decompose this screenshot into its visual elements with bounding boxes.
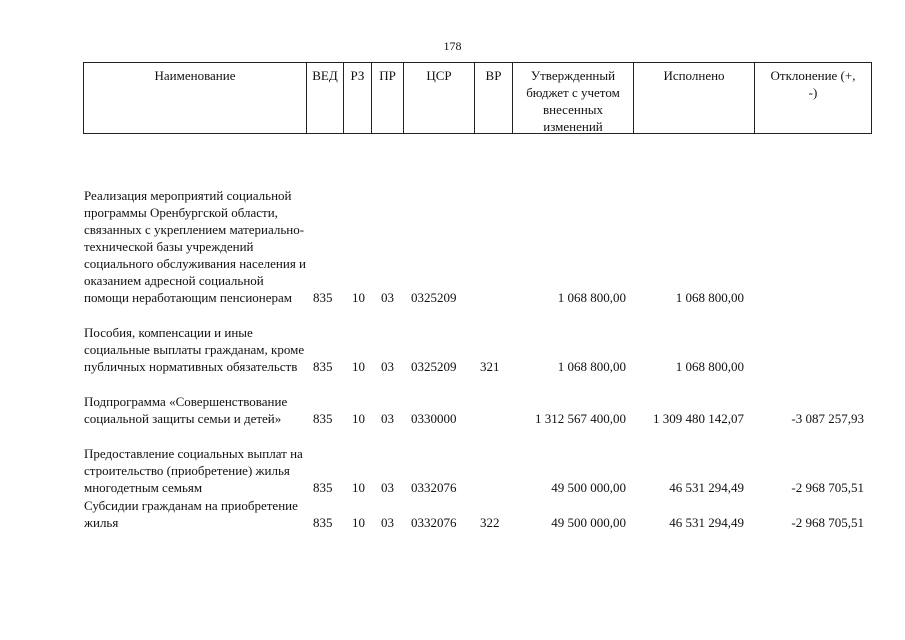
row-pr: 03 (381, 411, 394, 426)
row-vr: 321 (480, 359, 500, 374)
row-name: Пособия, компенсации и иные социальные выплаты гражданам, кроме публичных нормативных обязательств (84, 325, 305, 374)
row-done: 46 531 294,49 (669, 480, 744, 495)
row-csr: 0332076 (411, 480, 457, 495)
row-deviation: -2 968 705,51 (791, 480, 864, 495)
row-rz: 10 (352, 359, 365, 374)
row-pr: 03 (381, 480, 394, 495)
header-vr: ВР (475, 63, 513, 133)
row-csr: 0325209 (411, 290, 457, 305)
row-csr: 0330000 (411, 411, 457, 426)
header-ved: ВЕД (307, 63, 344, 133)
row-csr: 0332076 (411, 515, 457, 530)
header-name: Наименование (84, 63, 307, 133)
table-row (84, 135, 872, 306)
header-rz: РЗ (344, 63, 372, 133)
table-row (84, 496, 872, 531)
row-budget: 1 068 800,00 (557, 359, 626, 374)
row-budget: 1 312 567 400,00 (535, 411, 626, 426)
row-ved: 835 (313, 359, 333, 374)
row-ved: 835 (313, 290, 333, 305)
row-name: Подпрограмма «Совершенствование социальной защиты семьи и детей» (84, 394, 288, 426)
page-number: 178 (443, 39, 462, 53)
header-deviation: Отклонение (+, -) (770, 68, 856, 100)
table-row (84, 306, 872, 375)
row-rz: 10 (352, 290, 365, 305)
table-header (83, 62, 872, 134)
row-deviation: -2 968 705,51 (791, 515, 864, 530)
row-ved: 835 (313, 411, 333, 426)
row-csr: 0325209 (411, 359, 457, 374)
row-vr: 322 (480, 515, 500, 530)
row-budget: 49 500 000,00 (551, 480, 626, 495)
row-done: 1 309 480 142,07 (653, 411, 744, 426)
row-name: Предоставление социальных выплат на строительство (приобретение) жилья многодетным семьям (84, 446, 303, 495)
row-name: Реализация мероприятий социальной программы Оренбургской области, связанных с укреплением материально-технической базы учреждений социального обслуживания населения и оказанием адресной социальной помощи неработающим пенсионерам (84, 188, 307, 305)
row-done: 1 068 800,00 (675, 359, 744, 374)
row-ved: 835 (313, 480, 333, 495)
row-pr: 03 (381, 359, 394, 374)
row-rz: 10 (352, 411, 365, 426)
row-done: 1 068 800,00 (675, 290, 744, 305)
row-budget: 1 068 800,00 (557, 290, 626, 305)
table-row (84, 427, 872, 496)
row-rz: 10 (352, 480, 365, 495)
row-pr: 03 (381, 515, 394, 530)
row-done: 46 531 294,49 (669, 515, 744, 530)
header-done: Исполнено (634, 63, 755, 133)
row-rz: 10 (352, 515, 365, 530)
row-pr: 03 (381, 290, 394, 305)
row-budget: 49 500 000,00 (551, 515, 626, 530)
header-csr: ЦСР (404, 63, 475, 133)
row-name: Субсидии гражданам на приобретение жилья (84, 498, 298, 530)
row-ved: 835 (313, 515, 333, 530)
row-deviation: -3 087 257,93 (791, 411, 864, 426)
table-row (84, 375, 872, 427)
header-pr: ПР (372, 63, 404, 133)
header-budget: Утвержденный бюджет с учетом внесенных изменений (513, 63, 634, 133)
